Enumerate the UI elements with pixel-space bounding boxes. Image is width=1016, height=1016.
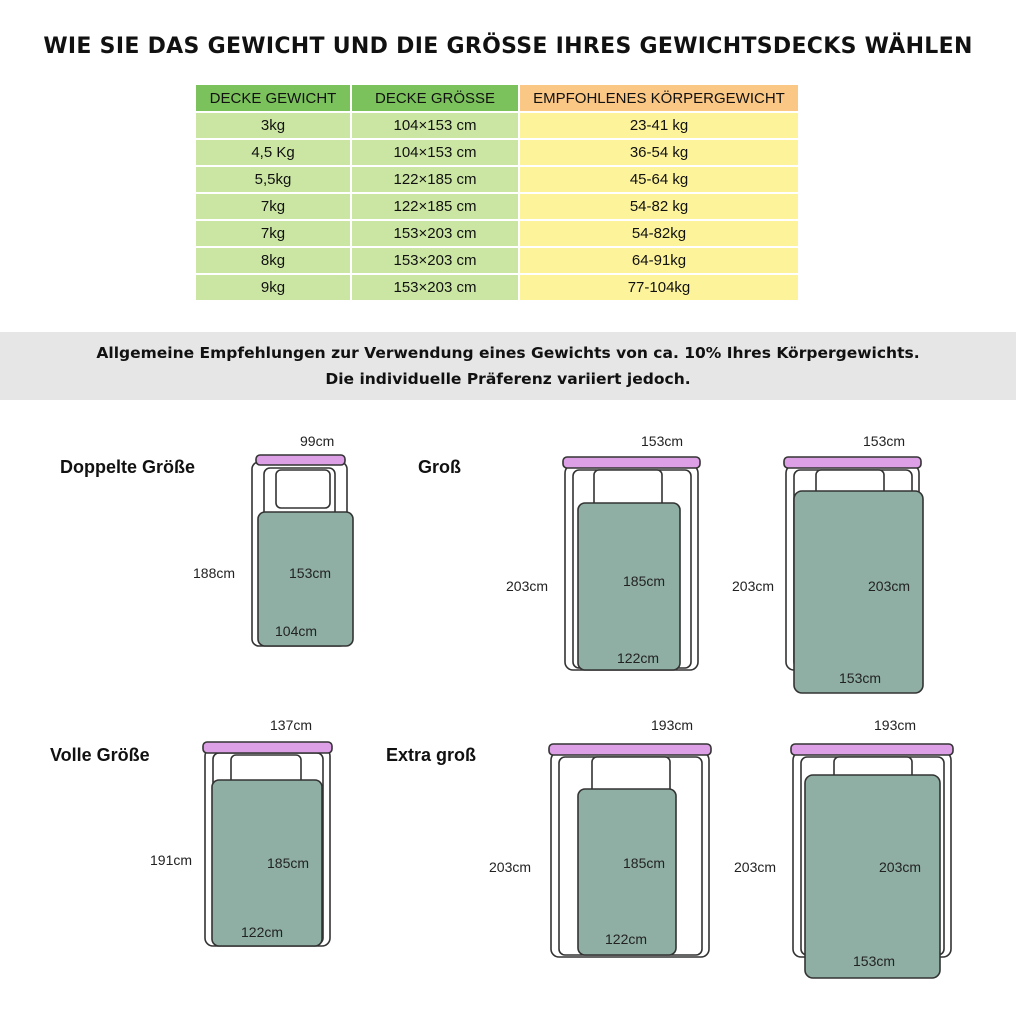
cell-weight: 7kg [196, 221, 350, 246]
full-bed-diagram [203, 742, 332, 946]
cell-body-weight: 64-91kg [520, 248, 798, 273]
label-twin-size: Doppelte Größe [60, 457, 196, 477]
queen2-bed-length: 203cm [732, 578, 775, 594]
recommendation-line-2: Die individuelle Präferenz variiert jedoch. [325, 370, 691, 388]
recommendation-band [0, 332, 1016, 400]
cell-weight: 9kg [196, 275, 350, 300]
king1-blanket-length: 185cm [623, 855, 666, 871]
full-headboard [203, 742, 332, 753]
king2-blanket-width: 153cm [853, 953, 896, 969]
weight-size-table [194, 83, 800, 302]
full-bed-length: 191cm [150, 852, 193, 868]
label-full-size: Volle Größe [50, 745, 150, 765]
cell-size: 122×185 cm [352, 194, 518, 219]
queen1-bed-length: 203cm [506, 578, 549, 594]
twin-bed-length: 188cm [193, 565, 236, 581]
king2-blanket [805, 775, 940, 978]
twin-pillow [276, 470, 330, 508]
cell-body-weight: 77-104kg [520, 275, 798, 300]
cell-body-weight: 23-41 kg [520, 113, 798, 138]
queen2-blanket-width: 153cm [839, 670, 882, 686]
cell-weight: 7kg [196, 194, 350, 219]
cell-body-weight: 54-82kg [520, 221, 798, 246]
queen1-headboard [563, 457, 700, 468]
cell-body-weight: 54-82 kg [520, 194, 798, 219]
table-header-row [196, 85, 798, 111]
cell-size: 122×185 cm [352, 167, 518, 192]
cell-body-weight: 45-64 kg [520, 167, 798, 192]
cell-size: 104×153 cm [352, 113, 518, 138]
table-row [196, 113, 798, 138]
full-blanket-width: 122cm [241, 924, 284, 940]
king1-bed-width: 193cm [651, 717, 694, 733]
queen-bed-diagram-2 [784, 457, 923, 693]
twin-blanket-width: 104cm [275, 623, 318, 639]
king1-headboard [549, 744, 711, 755]
recommendation-line-1: Allgemeine Empfehlungen zur Verwendung eines Gewichts von ca. 10% Ihres Körpergewichts. [96, 344, 920, 362]
queen2-bed-width: 153cm [863, 433, 906, 449]
queen1-blanket-length: 185cm [623, 573, 666, 589]
king1-bed-length: 203cm [489, 859, 532, 875]
cell-weight: 5,5kg [196, 167, 350, 192]
table-row [196, 275, 798, 300]
king2-bed-width: 193cm [874, 717, 917, 733]
twin-blanket-length: 153cm [289, 565, 332, 581]
table-row [196, 140, 798, 165]
twin-bed-width: 99cm [300, 433, 335, 449]
queen2-headboard [784, 457, 921, 468]
full-blanket-length: 185cm [267, 855, 310, 871]
cell-size: 153×203 cm [352, 221, 518, 246]
king2-blanket-length: 203cm [879, 859, 922, 875]
label-queen-size: Groß [418, 457, 461, 477]
cell-weight: 3kg [196, 113, 350, 138]
table-row [196, 167, 798, 192]
cell-weight: 8kg [196, 248, 350, 273]
header-blanket-size: DECKE GRÖSSE [352, 85, 518, 111]
queen1-bed-width: 153cm [641, 433, 684, 449]
cell-body-weight: 36-54 kg [520, 140, 798, 165]
header-recommended-body-weight: EMPFOHLENES KÖRPERGEWICHT [520, 85, 798, 111]
king2-bed-length: 203cm [734, 859, 777, 875]
cell-weight: 4,5 Kg [196, 140, 350, 165]
cell-size: 153×203 cm [352, 248, 518, 273]
table-row [196, 221, 798, 246]
table-row [196, 248, 798, 273]
label-king-size: Extra groß [386, 745, 477, 765]
header-blanket-weight: DECKE GEWICHT [196, 85, 350, 111]
king-bed-diagram-1 [549, 744, 711, 957]
twin-bed-diagram [252, 455, 353, 646]
cell-size: 153×203 cm [352, 275, 518, 300]
bed-size-diagrams [0, 410, 1016, 1010]
king2-headboard [791, 744, 953, 755]
full-bed-width: 137cm [270, 717, 313, 733]
cell-size: 104×153 cm [352, 140, 518, 165]
table-row [196, 194, 798, 219]
queen2-blanket-length: 203cm [868, 578, 911, 594]
page-title: WIE SIE DAS GEWICHT UND DIE GRÖSSE IHRES GEWICHTSDECKS WÄHLEN [43, 34, 973, 59]
king-bed-diagram-2 [791, 744, 953, 978]
queen-bed-diagram-1 [563, 457, 700, 670]
twin-headboard [256, 455, 345, 465]
king1-blanket-width: 122cm [605, 931, 648, 947]
queen1-blanket-width: 122cm [617, 650, 660, 666]
